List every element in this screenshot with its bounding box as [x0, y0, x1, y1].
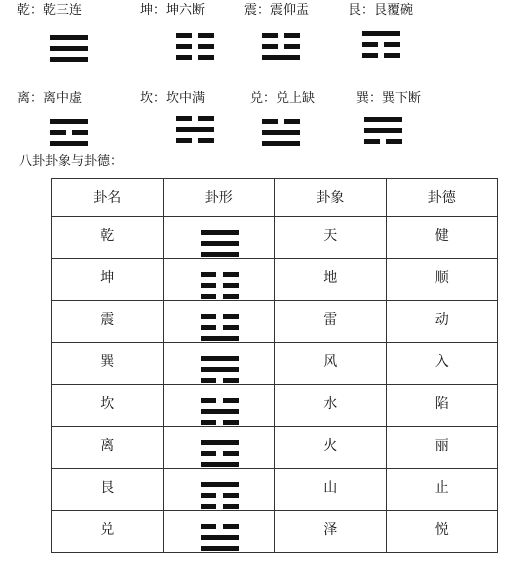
trigram-image-cell: 火: [275, 427, 387, 469]
trigram-symbol: [201, 440, 239, 467]
trigram-symbol: [364, 117, 402, 144]
broken-line: [364, 139, 402, 144]
trigram-symbol: [262, 119, 300, 146]
line-segment: [201, 325, 217, 330]
trigram-image-cell: 雷: [275, 301, 387, 343]
broken-line: [176, 116, 214, 121]
mnemonic-dui: 兑：兑上缺: [250, 91, 316, 106]
mnemonic-xun: 巽：巽下断: [356, 91, 422, 106]
mnemonic-qian: 乾：乾三连: [17, 3, 83, 18]
table-row: [52, 427, 498, 469]
trigram-name-cell: 乾: [52, 217, 164, 259]
mnemonic-zhen: 震：震仰盂: [244, 3, 310, 18]
broken-line: [201, 283, 239, 288]
solid-line: [201, 367, 239, 372]
trigram-name-cell: 巽: [52, 343, 164, 385]
trigram-virtue-cell: 顺: [386, 259, 498, 301]
table-row: [52, 469, 498, 511]
line-segment: [223, 504, 239, 509]
line-segment: [364, 128, 402, 133]
trigram-symbol: [201, 398, 239, 425]
line-segment: [223, 294, 239, 299]
trigram-shape-cell: [163, 217, 275, 259]
mnemonic-kan: 坎：坎中满: [140, 91, 206, 106]
line-segment: [384, 53, 400, 58]
line-segment: [223, 493, 239, 498]
line-segment: [50, 141, 88, 146]
solid-line: [201, 356, 239, 361]
broken-line: [201, 524, 239, 529]
line-segment: [201, 493, 217, 498]
line-segment: [284, 119, 300, 124]
trigram-shape-cell: [163, 259, 275, 301]
trigram-virtue-cell: 陷: [386, 385, 498, 427]
line-segment: [262, 130, 300, 135]
line-segment: [72, 130, 88, 135]
broken-line: [176, 55, 214, 60]
column-header-image: 卦象: [275, 179, 387, 217]
line-segment: [201, 451, 217, 456]
line-segment: [362, 31, 400, 36]
table-row: [52, 217, 498, 259]
trigram-image-cell: 水: [275, 385, 387, 427]
line-segment: [201, 252, 239, 257]
line-segment: [201, 462, 239, 467]
broken-line: [201, 504, 239, 509]
solid-line: [50, 57, 88, 62]
line-segment: [198, 55, 214, 60]
line-segment: [262, 33, 278, 38]
line-segment: [50, 119, 88, 124]
broken-line: [201, 314, 239, 319]
line-segment: [262, 141, 300, 146]
trigram-image-cell: 泽: [275, 511, 387, 553]
trigram-symbol: [362, 31, 400, 58]
line-segment: [262, 119, 278, 124]
trigram-shape-cell: [163, 469, 275, 511]
line-segment: [262, 44, 278, 49]
trigram-image-cell: 地: [275, 259, 387, 301]
line-segment: [223, 420, 239, 425]
line-segment: [201, 378, 217, 383]
line-segment: [223, 283, 239, 288]
trigram-symbol: [201, 356, 239, 383]
trigram-symbol: [50, 35, 88, 62]
line-segment: [223, 451, 239, 456]
line-segment: [364, 139, 380, 144]
line-segment: [201, 409, 239, 414]
trigram-virtue-cell: 丽: [386, 427, 498, 469]
solid-line: [201, 440, 239, 445]
line-segment: [176, 138, 192, 143]
line-segment: [201, 482, 239, 487]
trigram-name-cell: 坎: [52, 385, 164, 427]
line-segment: [201, 336, 239, 341]
line-segment: [362, 53, 378, 58]
solid-line: [201, 482, 239, 487]
solid-line: [201, 546, 239, 551]
trigram-shape-cell: [163, 301, 275, 343]
solid-line: [364, 117, 402, 122]
line-segment: [201, 272, 217, 277]
line-segment: [176, 44, 192, 49]
broken-line: [201, 272, 239, 277]
line-segment: [50, 57, 88, 62]
line-segment: [201, 230, 239, 235]
trigram-virtue-cell: 悦: [386, 511, 498, 553]
broken-line: [262, 33, 300, 38]
column-header-virtue: 卦德: [386, 179, 498, 217]
solid-line: [201, 462, 239, 467]
section-title: 八卦卦象与卦德：: [19, 154, 124, 169]
line-segment: [198, 44, 214, 49]
solid-line: [362, 31, 400, 36]
solid-line: [201, 409, 239, 414]
solid-line: [262, 130, 300, 135]
line-segment: [201, 440, 239, 445]
broken-line: [362, 42, 400, 47]
column-header-shape: 卦形: [163, 179, 275, 217]
line-segment: [201, 356, 239, 361]
table-row: [52, 343, 498, 385]
trigram-name-cell: 震: [52, 301, 164, 343]
line-segment: [262, 55, 300, 60]
line-segment: [223, 272, 239, 277]
line-segment: [223, 314, 239, 319]
line-segment: [50, 130, 66, 135]
table-row: [52, 385, 498, 427]
broken-line: [201, 493, 239, 498]
table-row: [52, 511, 498, 553]
broken-line: [50, 130, 88, 135]
line-segment: [201, 367, 239, 372]
solid-line: [50, 35, 88, 40]
line-segment: [284, 44, 300, 49]
line-segment: [362, 42, 378, 47]
line-segment: [176, 55, 192, 60]
table-header-row: [52, 179, 498, 217]
line-segment: [198, 33, 214, 38]
trigram-virtue-cell: 止: [386, 469, 498, 511]
broken-line: [262, 119, 300, 124]
trigram-symbol: [176, 116, 214, 143]
trigram-name-cell: 兑: [52, 511, 164, 553]
line-segment: [201, 546, 239, 551]
trigram-symbol: [201, 230, 239, 257]
line-segment: [201, 524, 217, 529]
trigram-symbol: [50, 119, 88, 146]
solid-line: [262, 141, 300, 146]
line-segment: [176, 127, 214, 132]
trigram-image-cell: 风: [275, 343, 387, 385]
line-segment: [201, 294, 217, 299]
trigram-symbol: [201, 272, 239, 299]
trigram-table: [51, 178, 498, 553]
broken-line: [176, 33, 214, 38]
trigram-shape-cell: [163, 427, 275, 469]
table-row: [52, 301, 498, 343]
line-segment: [201, 504, 217, 509]
trigram-image-cell: 天: [275, 217, 387, 259]
trigram-name-cell: 离: [52, 427, 164, 469]
solid-line: [201, 252, 239, 257]
line-segment: [201, 535, 239, 540]
line-segment: [50, 35, 88, 40]
trigram-symbol: [201, 482, 239, 509]
solid-line: [50, 141, 88, 146]
trigram-shape-cell: [163, 511, 275, 553]
table-row: [52, 259, 498, 301]
line-segment: [201, 420, 217, 425]
line-segment: [50, 46, 88, 51]
broken-line: [201, 420, 239, 425]
solid-line: [201, 336, 239, 341]
broken-line: [362, 53, 400, 58]
trigram-shape-cell: [163, 385, 275, 427]
line-segment: [386, 139, 402, 144]
solid-line: [201, 230, 239, 235]
trigram-symbol: [201, 314, 239, 341]
solid-line: [50, 119, 88, 124]
broken-line: [201, 294, 239, 299]
solid-line: [201, 535, 239, 540]
line-segment: [223, 378, 239, 383]
line-segment: [223, 325, 239, 330]
line-segment: [384, 42, 400, 47]
line-segment: [198, 116, 214, 121]
line-segment: [198, 138, 214, 143]
line-segment: [223, 398, 239, 403]
solid-line: [364, 128, 402, 133]
trigram-symbol: [176, 33, 214, 60]
broken-line: [201, 325, 239, 330]
solid-line: [262, 55, 300, 60]
trigram-symbol: [201, 524, 239, 551]
broken-line: [262, 44, 300, 49]
trigram-virtue-cell: 健: [386, 217, 498, 259]
broken-line: [201, 398, 239, 403]
trigram-name-cell: 艮: [52, 469, 164, 511]
trigram-name-cell: 坤: [52, 259, 164, 301]
line-segment: [201, 398, 217, 403]
solid-line: [176, 127, 214, 132]
mnemonic-kun: 坤：坤六断: [140, 3, 206, 18]
solid-line: [50, 46, 88, 51]
trigram-virtue-cell: 动: [386, 301, 498, 343]
line-segment: [176, 33, 192, 38]
trigram-symbol: [262, 33, 300, 60]
broken-line: [176, 138, 214, 143]
line-segment: [364, 117, 402, 122]
line-segment: [201, 283, 217, 288]
trigram-image-cell: 山: [275, 469, 387, 511]
line-segment: [201, 241, 239, 246]
broken-line: [201, 451, 239, 456]
solid-line: [201, 241, 239, 246]
line-segment: [201, 314, 217, 319]
trigram-shape-cell: [163, 343, 275, 385]
line-segment: [223, 524, 239, 529]
line-segment: [176, 116, 192, 121]
broken-line: [201, 378, 239, 383]
mnemonic-gen: 艮：艮覆碗: [348, 3, 414, 18]
broken-line: [176, 44, 214, 49]
trigram-virtue-cell: 入: [386, 343, 498, 385]
column-header-name: 卦名: [52, 179, 164, 217]
line-segment: [284, 33, 300, 38]
mnemonic-li: 离：离中虚: [17, 91, 83, 106]
